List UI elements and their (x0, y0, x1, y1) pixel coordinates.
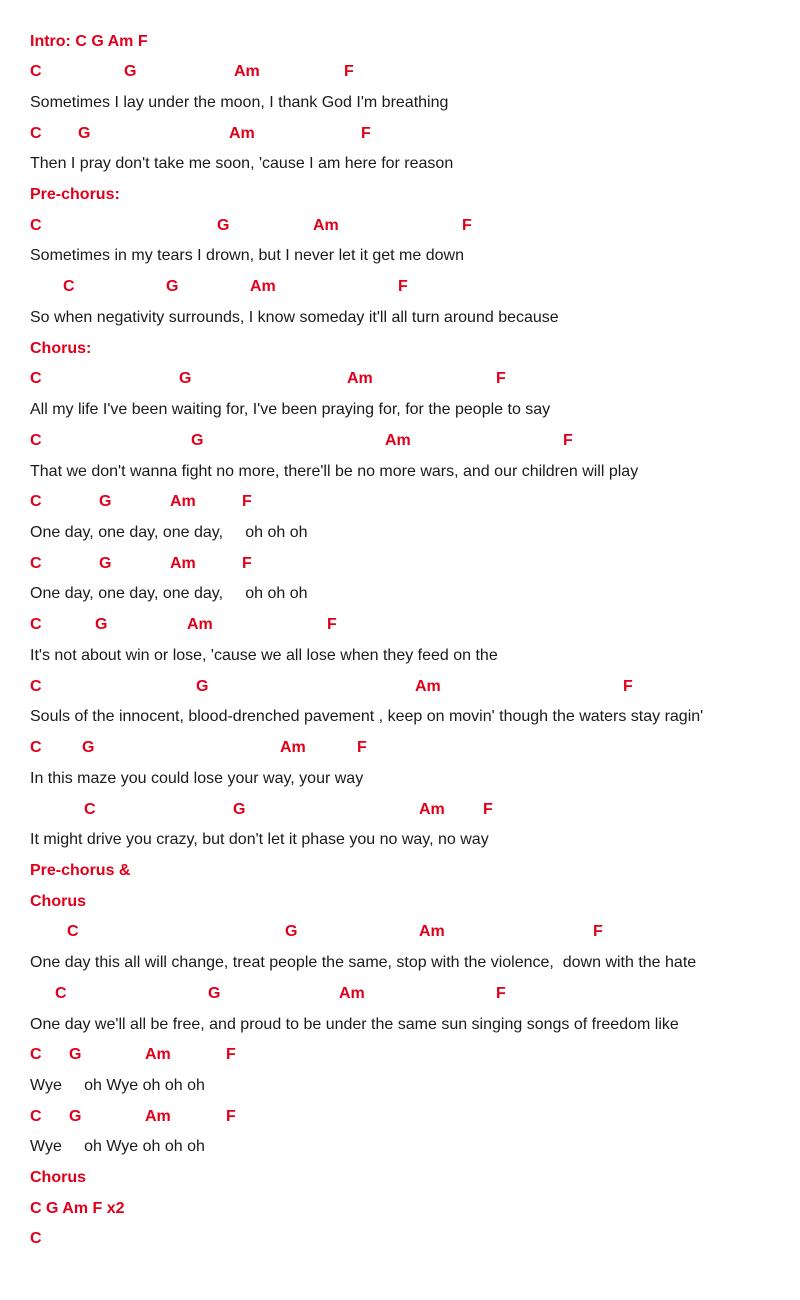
lyric-line: One day, one day, one day, oh oh oh (30, 524, 308, 541)
chorus-heading: Chorus: (30, 340, 92, 357)
chord: C (30, 678, 42, 695)
chord: G (78, 125, 91, 142)
chord: F (344, 63, 354, 80)
chord: F (226, 1108, 236, 1125)
chord: C (30, 493, 42, 510)
chord: F (623, 678, 633, 695)
lyric-line: One day, one day, one day, oh oh oh (30, 585, 308, 602)
chord: C (30, 125, 42, 142)
chord: Am (170, 493, 196, 510)
chord: Am (313, 217, 339, 234)
chord: G (69, 1046, 82, 1063)
chord: G (99, 493, 112, 510)
chord: Am (187, 616, 213, 633)
final-chord: C (30, 1230, 42, 1247)
chord: G (196, 678, 209, 695)
chord: F (593, 923, 603, 940)
chord: Am (170, 555, 196, 572)
chord: Am (145, 1108, 171, 1125)
chord: Am (419, 923, 445, 940)
lyric-line: Sometimes in my tears I drown, but I never let it get me down (30, 247, 464, 264)
lyric-line: It might drive you crazy, but don't let it phase you no way, no way (30, 831, 489, 848)
outro-chorus-heading: Chorus (30, 1169, 86, 1186)
prechorus-heading: Pre-chorus: (30, 186, 120, 203)
prechorus-chorus-heading-2: Chorus (30, 893, 86, 910)
chord: F (398, 278, 408, 295)
chord: C (67, 923, 79, 940)
chord: F (496, 985, 506, 1002)
chord: F (496, 370, 506, 387)
chord: C (30, 1046, 42, 1063)
chord: G (95, 616, 108, 633)
chord: F (242, 493, 252, 510)
outro-chords: C G Am F x2 (30, 1200, 125, 1217)
chord: Am (280, 739, 306, 756)
chord: F (462, 217, 472, 234)
lyric-line: One day this all will change, treat people the same, stop with the violence, down with the hate (30, 954, 697, 971)
lyric-line: It's not about win or lose, 'cause we all lose when they feed on the (30, 647, 498, 664)
chord: Am (145, 1046, 171, 1063)
lyric-line: All my life I've been waiting for, I've been praying for, for the people to say (30, 401, 551, 418)
chord: Am (234, 63, 260, 80)
lyric-line: Souls of the innocent, blood-drenched pavement , keep on movin' though the waters stay ragin' (30, 708, 704, 725)
chord: Am (250, 278, 276, 295)
lyric-line: So when negativity surrounds, I know someday it'll all turn around because (30, 309, 559, 326)
lyric-line: Sometimes I lay under the moon, I thank God I'm breathing (30, 94, 449, 111)
chord: C (55, 985, 67, 1002)
chord: G (285, 923, 298, 940)
lyric-line: Wye oh Wye oh oh oh (30, 1077, 205, 1094)
chord: G (166, 278, 179, 295)
chord: F (357, 739, 367, 756)
chord: C (30, 739, 42, 756)
lyric-line: Wye oh Wye oh oh oh (30, 1138, 205, 1155)
chord: F (226, 1046, 236, 1063)
chord: G (69, 1108, 82, 1125)
lyric-line: One day we'll all be free, and proud to be under the same sun singing songs of freedom like (30, 1016, 679, 1033)
chord: C (30, 432, 42, 449)
chord: F (242, 555, 252, 572)
chord: C (84, 801, 96, 818)
chord: F (327, 616, 337, 633)
chord: F (361, 125, 371, 142)
lyric-line: That we don't wanna fight no more, there'll be no more wars, and our children will play (30, 463, 639, 480)
chord: G (233, 801, 246, 818)
chord: G (99, 555, 112, 572)
chord: F (563, 432, 573, 449)
chord: C (30, 616, 42, 633)
chord: C (30, 1108, 42, 1125)
chord: C (30, 217, 42, 234)
chord: C (30, 555, 42, 572)
chord: G (217, 217, 230, 234)
intro-heading: Intro: C G Am F (30, 33, 148, 50)
chord: C (30, 63, 42, 80)
chord: G (179, 370, 192, 387)
chord: G (191, 432, 204, 449)
lyric-line: In this maze you could lose your way, your way (30, 770, 364, 787)
lyric-line: Then I pray don't take me soon, 'cause I am here for reason (30, 155, 454, 172)
chord: Am (415, 678, 441, 695)
chord: G (208, 985, 221, 1002)
chord: C (63, 278, 75, 295)
chord: Am (347, 370, 373, 387)
chord: Am (419, 801, 445, 818)
prechorus-chorus-heading: Pre-chorus & (30, 862, 131, 879)
chord: G (124, 63, 137, 80)
chord: Am (339, 985, 365, 1002)
chord: F (483, 801, 493, 818)
chord: G (82, 739, 95, 756)
chord: Am (385, 432, 411, 449)
chord: Am (229, 125, 255, 142)
chord: C (30, 370, 42, 387)
